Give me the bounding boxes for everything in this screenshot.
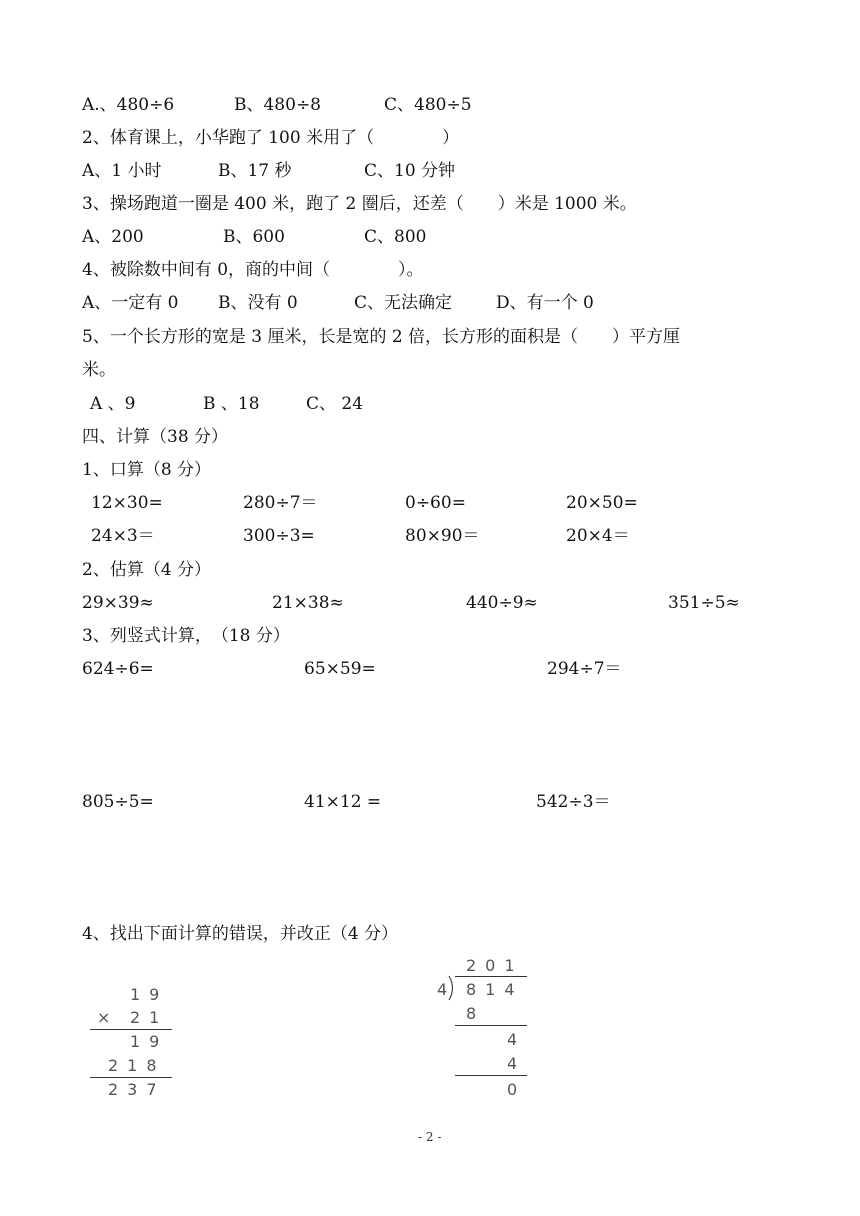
div-divisor: 4 [437, 980, 448, 999]
div-step-2: 4 [507, 1030, 527, 1049]
division-bracket-icon [447, 975, 457, 1001]
estimate-title: 2、估算（4 分） [82, 560, 212, 580]
mult-top: 19 [130, 985, 169, 1004]
mult-rule-2 [90, 1077, 172, 1078]
q3-option-b: B、600 [223, 227, 285, 247]
div-top-rule [455, 976, 527, 977]
q5-option-b: B 、18 [203, 394, 260, 414]
oral-item: 20×4＝ [566, 526, 630, 546]
mult-partial-2: 218 [108, 1056, 166, 1075]
vertical-title: 3、列竖式计算， （18 分） [82, 626, 290, 646]
q1-option-a: A.、480÷6 [82, 95, 175, 115]
q4-option-b: B、没有 0 [218, 293, 298, 313]
div-dividend: 814 [466, 980, 524, 999]
oral-item: 12×30= [91, 493, 163, 513]
div-remainder: 0 [507, 1080, 527, 1099]
q3-text: 3、操场跑道一圈是 400 米，跑了 2 圈后，还差（ ）米是 1000 米。 [82, 194, 637, 214]
div-rule-1 [455, 1025, 527, 1026]
q5-option-a: A 、9 [90, 394, 136, 414]
oral-item: 20×50= [566, 493, 638, 513]
q2-option-c: C、10 分钟 [364, 161, 456, 181]
estimate-item: 351÷5≈ [668, 593, 740, 613]
vertical-item: 542÷3＝ [536, 792, 611, 812]
q5-text-line1: 5、一个长方形的宽是 3 厘米，长是宽的 2 倍，长方形的面积是（ ）平方厘 [82, 327, 681, 347]
vertical-item: 65×59= [304, 659, 376, 679]
errors-title: 4、找出下面计算的错误，并改正（4 分） [82, 924, 399, 944]
div-quotient: 201 [466, 956, 524, 975]
oral-title: 1、口算（8 分） [82, 460, 212, 480]
div-step-1: 8 [466, 1004, 486, 1023]
mult-rule-1 [90, 1029, 172, 1030]
vertical-item: 294÷7＝ [547, 659, 622, 679]
q5-text-line2: 米。 [82, 360, 116, 380]
estimate-item: 21×38≈ [272, 593, 344, 613]
multiply-sign: × [97, 1008, 111, 1027]
section4-title: 四、计算（38 分） [82, 427, 229, 447]
mult-result: 237 [108, 1080, 166, 1099]
q3-option-c: C、800 [364, 227, 427, 247]
oral-item: 0÷60= [405, 493, 466, 513]
mult-partial-1: 19 [130, 1032, 169, 1051]
q2-text: 2、体育课上，小华跑了 100 米用了（ ） [82, 128, 460, 148]
oral-item: 300÷3= [243, 526, 315, 546]
q4-text: 4、被除数中间有 0，商的中间（ ）。 [82, 260, 424, 280]
estimate-item: 440÷9≈ [466, 593, 538, 613]
estimate-item: 29×39≈ [82, 593, 154, 613]
div-rule-2 [455, 1075, 527, 1076]
page-number: - 2 - [418, 1130, 442, 1144]
q4-option-c: C、无法确定 [354, 293, 453, 313]
q3-option-a: A、200 [82, 227, 144, 247]
oral-item: 280÷7＝ [243, 493, 318, 513]
div-step-3: 4 [507, 1054, 527, 1073]
vertical-item: 624÷6= [82, 659, 154, 679]
vertical-item: 41×12 = [304, 792, 382, 812]
q1-option-b: B、480÷8 [234, 95, 322, 115]
q2-option-b: B、17 秒 [218, 161, 292, 181]
oral-item: 80×90＝ [405, 526, 480, 546]
q1-option-c: C、480÷5 [384, 95, 472, 115]
oral-item: 24×3＝ [91, 526, 155, 546]
mult-multiplier: 21 [130, 1008, 169, 1027]
q5-option-c: C、 24 [306, 394, 364, 414]
q4-option-d: D、有一个 0 [496, 293, 594, 313]
vertical-item: 805÷5= [82, 792, 154, 812]
q4-option-a: A、一定有 0 [82, 293, 179, 313]
q2-option-a: A、1 小时 [82, 161, 162, 181]
